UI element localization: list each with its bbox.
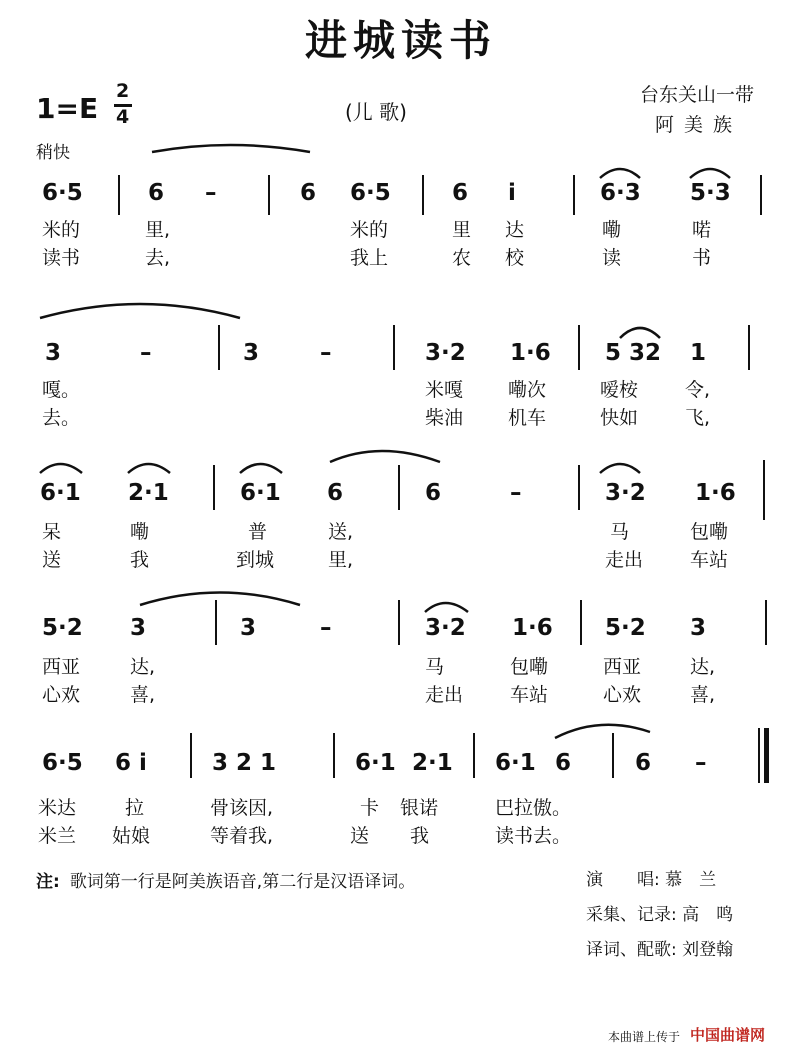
lyric: 喜, bbox=[130, 684, 156, 706]
slur bbox=[140, 593, 300, 606]
lyric: 走出 bbox=[425, 684, 464, 706]
lyric: 嘞 bbox=[130, 521, 150, 543]
lyric: 西亚 bbox=[42, 656, 81, 678]
lyric: 我 bbox=[410, 825, 430, 847]
slur bbox=[600, 169, 640, 178]
lyric: 骨该因, bbox=[210, 797, 274, 819]
lyric: 嘞次 bbox=[508, 379, 547, 401]
lyric: 心欢 bbox=[42, 684, 81, 706]
lyric: 农 bbox=[452, 247, 472, 269]
lyric: 卡 bbox=[360, 797, 380, 819]
lyric: 飞, bbox=[685, 407, 711, 429]
time-signature-top: 2 bbox=[116, 80, 130, 102]
note: 5·2 bbox=[605, 615, 646, 641]
note: – bbox=[140, 340, 152, 366]
note: 6·1 bbox=[495, 750, 536, 776]
note: 1 bbox=[690, 340, 707, 366]
footnote-label: 注: bbox=[36, 872, 60, 892]
lyric: 快如 bbox=[600, 407, 639, 429]
lyric: 柴油 bbox=[425, 407, 464, 429]
note: 5 32 bbox=[605, 340, 662, 366]
credit-lyricist: 译词、配歌: 刘登翰 bbox=[586, 940, 734, 960]
lyric: 去。 bbox=[42, 407, 81, 429]
note: 6·1 bbox=[40, 480, 81, 506]
genre-label: (儿 歌) bbox=[345, 100, 407, 124]
lyric: 嗳桉 bbox=[600, 379, 639, 401]
note: – bbox=[695, 750, 707, 776]
barline bbox=[268, 175, 270, 215]
note: 3 bbox=[130, 615, 147, 641]
lyric: 达, bbox=[690, 656, 716, 678]
note: 1·6 bbox=[512, 615, 553, 641]
note: 6·1 bbox=[355, 750, 396, 776]
note: 6 bbox=[635, 750, 652, 776]
lyric: 马 bbox=[425, 656, 445, 678]
song-title: 进城读书 bbox=[304, 16, 497, 65]
final-barline-thick bbox=[764, 728, 769, 783]
footnote bbox=[36, 865, 476, 899]
slur bbox=[600, 464, 640, 473]
lyric: 达, bbox=[130, 656, 156, 678]
barline bbox=[473, 733, 475, 778]
site-logo: 中国曲谱网 bbox=[690, 1026, 766, 1044]
barline bbox=[218, 325, 220, 370]
note: 6 bbox=[327, 480, 344, 506]
lyric: 送 bbox=[42, 549, 62, 571]
lyric: 嘎。 bbox=[42, 379, 81, 401]
lyric: 我 bbox=[130, 549, 150, 571]
lyric: 喏 bbox=[692, 219, 712, 241]
lyric: 等着我, bbox=[210, 825, 274, 847]
lyric: 巴拉傲。 bbox=[495, 797, 572, 819]
slur bbox=[555, 725, 650, 738]
slur bbox=[128, 464, 170, 473]
credit-collector: 采集、记录: 高 鸣 bbox=[586, 905, 734, 925]
lyric: 米兰 bbox=[38, 825, 77, 847]
upload-note: 本曲谱上传于 bbox=[608, 1030, 681, 1044]
credit-singer: 演 唱: 慕 兰 bbox=[586, 870, 717, 890]
footnote-text: 歌词第一行是阿美族语音,第二行是汉语译词。 bbox=[69, 872, 416, 892]
lyric: 姑娘 bbox=[112, 825, 151, 847]
note: 6 bbox=[148, 180, 165, 206]
lyric: 拉 bbox=[125, 797, 145, 819]
lyric: 令, bbox=[685, 379, 711, 401]
barline bbox=[573, 175, 575, 215]
lyric: 送 bbox=[350, 825, 370, 847]
note: 6·1 bbox=[240, 480, 281, 506]
lyric: 读 bbox=[602, 247, 622, 269]
note: 3 2 1 bbox=[212, 750, 277, 776]
note: 5·3 bbox=[690, 180, 731, 206]
note: 3 bbox=[45, 340, 62, 366]
lyric: 呆 bbox=[42, 521, 62, 543]
lyric: 包嘞 bbox=[690, 521, 729, 543]
barline bbox=[578, 325, 580, 370]
slur bbox=[425, 603, 468, 612]
lyric: 嘞 bbox=[602, 219, 622, 241]
barline bbox=[748, 325, 750, 370]
note: 2·1 bbox=[128, 480, 169, 506]
note: 6 i bbox=[115, 750, 147, 776]
lyric: 送, bbox=[328, 521, 354, 543]
lyric: 达 bbox=[505, 219, 525, 241]
slur bbox=[690, 169, 730, 178]
barline bbox=[393, 325, 395, 370]
note: 6 bbox=[555, 750, 572, 776]
barline bbox=[190, 733, 192, 778]
time-signature-bottom: 4 bbox=[116, 106, 130, 128]
note: 3 bbox=[690, 615, 707, 641]
lyric: 米嘎 bbox=[425, 379, 464, 401]
barline bbox=[118, 175, 120, 215]
barline bbox=[213, 465, 215, 510]
slur bbox=[40, 464, 82, 473]
lyric: 米达 bbox=[38, 797, 77, 819]
lyric: 银诺 bbox=[400, 797, 439, 819]
lyric: 米的 bbox=[350, 219, 389, 241]
barline bbox=[765, 600, 767, 645]
lyric: 里, bbox=[145, 219, 171, 241]
lyric: 心欢 bbox=[603, 684, 642, 706]
note: – bbox=[510, 480, 522, 506]
lyric: 到城 bbox=[236, 549, 275, 571]
note: 3·2 bbox=[605, 480, 646, 506]
note: – bbox=[320, 615, 332, 641]
barline bbox=[215, 600, 217, 645]
origin-region: 台东关山一带 bbox=[640, 84, 755, 106]
lyric: 校 bbox=[505, 247, 525, 269]
barline bbox=[398, 600, 400, 645]
lyric: 车站 bbox=[510, 684, 549, 706]
barline bbox=[578, 465, 580, 510]
barline bbox=[763, 460, 765, 520]
note: 6·5 bbox=[42, 180, 83, 206]
lyric: 我上 bbox=[350, 247, 389, 269]
lyric: 读书 bbox=[42, 247, 81, 269]
lyric: 去, bbox=[145, 247, 171, 269]
note: – bbox=[320, 340, 332, 366]
note: i bbox=[508, 180, 516, 206]
lyric: 里, bbox=[328, 549, 354, 571]
slur bbox=[330, 451, 440, 462]
note: 6·3 bbox=[600, 180, 641, 206]
note: 3·2 bbox=[425, 615, 466, 641]
barline bbox=[398, 465, 400, 510]
barline bbox=[333, 733, 335, 778]
note: 1·6 bbox=[510, 340, 551, 366]
barline bbox=[580, 600, 582, 645]
lyric: 马 bbox=[610, 521, 630, 543]
slur bbox=[40, 304, 240, 318]
lyric: 书 bbox=[692, 247, 712, 269]
key-signature: 1=E bbox=[36, 92, 99, 125]
note: 2·1 bbox=[412, 750, 453, 776]
note: 6·5 bbox=[42, 750, 83, 776]
lyric: 机车 bbox=[508, 407, 547, 429]
barline bbox=[760, 175, 762, 215]
lyric: 喜, bbox=[690, 684, 716, 706]
note: 5·2 bbox=[42, 615, 83, 641]
slur bbox=[620, 328, 660, 338]
tempo-marking: 稍快 bbox=[36, 143, 70, 163]
origin-people: 阿美族 bbox=[655, 114, 743, 136]
note: 1·6 bbox=[695, 480, 736, 506]
barline bbox=[612, 733, 614, 778]
lyric: 普 bbox=[248, 521, 268, 543]
lyric: 车站 bbox=[690, 549, 729, 571]
note: 6 bbox=[452, 180, 469, 206]
lyric: 西亚 bbox=[603, 656, 642, 678]
lyric: 走出 bbox=[605, 549, 644, 571]
lyric: 米的 bbox=[42, 219, 81, 241]
slur bbox=[152, 145, 310, 152]
slur bbox=[240, 464, 282, 473]
note: 6 bbox=[425, 480, 442, 506]
lyric: 读书去。 bbox=[495, 825, 572, 847]
note: 6·5 bbox=[350, 180, 391, 206]
barline bbox=[422, 175, 424, 215]
lyric: 包嘞 bbox=[510, 656, 549, 678]
final-barline-thin bbox=[758, 728, 760, 783]
note: 3·2 bbox=[425, 340, 466, 366]
note: 6 bbox=[300, 180, 317, 206]
note: 3 bbox=[243, 340, 260, 366]
note: 3 bbox=[240, 615, 257, 641]
lyric: 里 bbox=[452, 219, 472, 241]
note: – bbox=[205, 180, 217, 206]
